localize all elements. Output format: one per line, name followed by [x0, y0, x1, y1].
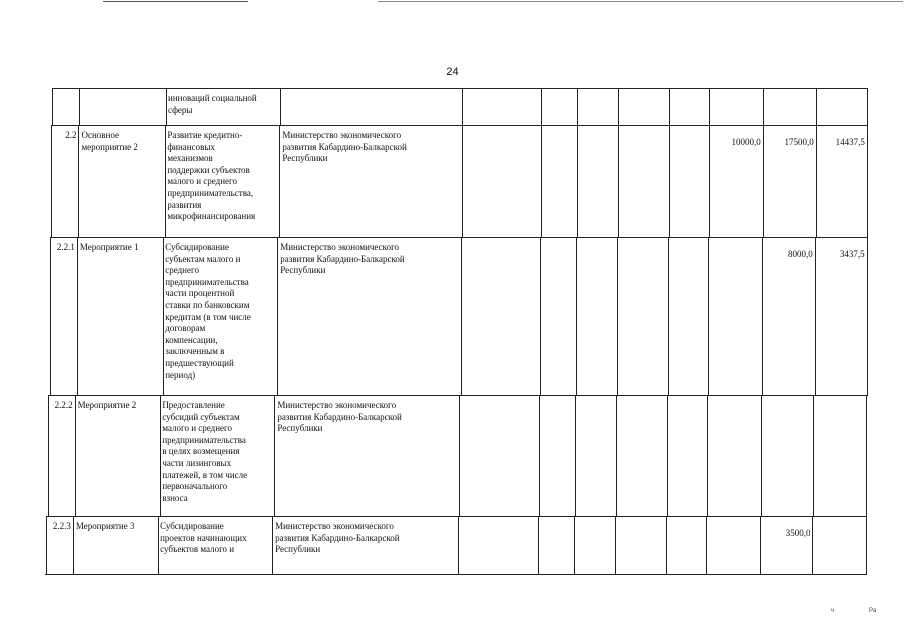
table-grid-line: [708, 237, 709, 396]
table-grid-line: [669, 88, 670, 126]
table-grid-line: [540, 237, 541, 396]
table-grid-line: [459, 395, 460, 517]
table-grid-line: [867, 237, 868, 396]
table-grid-line: [577, 125, 578, 238]
row-description: Развитие кредитно- финансовых механизмов поддержки субъектов малого и среднего предпринимательства, развития микрофинансирования: [167, 130, 256, 222]
table-grid-line: [48, 395, 49, 517]
row-name: Мероприятие 1: [79, 242, 139, 252]
row-description: Предоставление субсидий субъектам малого и среднего предпринимательства в целях возмещения части лизинговых платежей, в том числе первоначального взноса: [162, 400, 248, 503]
row-id: 2.2.2: [54, 400, 73, 410]
table-grid-line: [73, 516, 74, 575]
table-grid-line: [462, 125, 463, 238]
table-grid-line: [50, 237, 51, 396]
row-value: 3500,0: [785, 528, 811, 538]
table-grid-line: [574, 516, 575, 575]
table-grid-line: [46, 516, 47, 575]
row-value: 14437,5: [835, 137, 865, 147]
table-grid-line: [666, 516, 667, 575]
table-grid-line: [616, 395, 617, 517]
row-id: 2.2: [65, 130, 77, 140]
table-grid-line: [538, 516, 539, 575]
table-grid-line: [816, 125, 817, 238]
page-number: 24: [446, 66, 459, 78]
table-grid-line: [709, 88, 710, 126]
row-name: Мероприятие 2: [77, 400, 137, 410]
table-grid-line: [277, 237, 278, 396]
table-grid-line: [669, 125, 670, 238]
table-grid-line: [50, 237, 867, 238]
table-grid-line: [160, 395, 161, 517]
table-grid-line: [79, 88, 80, 126]
table-grid-line: [158, 516, 159, 575]
table-grid-line: [709, 125, 710, 238]
table-grid-line: [667, 395, 668, 517]
row-id: 2.2.3: [52, 521, 71, 531]
table-grid-line: [812, 516, 813, 575]
table-grid-line: [577, 88, 578, 126]
scan-mark: Pa: [869, 608, 877, 614]
table-grid-line: [458, 516, 459, 575]
table-grid-line: [813, 395, 814, 517]
table-grid-line: [617, 237, 618, 396]
row-id: 2.2.1: [56, 242, 75, 252]
row-executor: Министерство экономического развития Кабардино-Балкарской Республики: [277, 400, 402, 434]
table-grid-line: [816, 88, 817, 126]
table-grid-line: [576, 237, 577, 396]
table-grid-line: [668, 237, 669, 396]
table-grid-line: [763, 88, 764, 126]
row-executor: Министерство экономического развития Кабардино-Балкарской Республики: [280, 242, 405, 276]
row-description: Субсидирование субъектам малого и среднего предпринимательства части процентной ставки по банковским кредитам (в том числе договорам компенсации, заключенным в предшествующий период): [165, 242, 251, 380]
table-grid-line: [706, 516, 707, 575]
table-grid-line: [615, 516, 616, 575]
table-grid-line: [274, 395, 275, 517]
row-name: Основное мероприятие 2: [81, 130, 138, 152]
table-grid-line: [48, 395, 867, 396]
table-grid-line: [52, 88, 53, 126]
table-grid-line: [272, 516, 273, 575]
table-grid-line: [166, 88, 167, 126]
row-executor: Министерство экономического развития Кабардино-Балкарской Республики: [282, 130, 407, 164]
row-description: инноваций социальной сферы: [168, 93, 257, 115]
row-value: 10000,0: [731, 137, 761, 147]
table-grid-line: [77, 237, 78, 396]
table-grid-line: [78, 125, 79, 238]
table-grid-line: [867, 88, 868, 126]
row-value: 17500,0: [784, 137, 814, 147]
row-value: 8000,0: [788, 249, 813, 259]
table-grid-line: [762, 237, 763, 396]
table-grid-line: [45, 574, 867, 575]
table-grid-line: [46, 516, 867, 517]
table-grid-line: [165, 125, 166, 238]
table-grid-line: [575, 395, 576, 517]
table-grid-line: [52, 88, 867, 89]
table-grid-line: [280, 88, 281, 126]
scan-mark: ч: [831, 608, 835, 614]
table-grid-line: [541, 125, 542, 238]
table-grid-line: [461, 237, 462, 396]
table-grid-line: [618, 125, 619, 238]
table-grid-line: [539, 395, 540, 517]
row-executor: Министерство экономического развития Кабардино-Балкарской Республики: [275, 521, 400, 555]
row-value: 3437,5: [839, 249, 865, 259]
row-description: Субсидирование проектов начинающих субъектов малого и: [160, 521, 247, 555]
table-grid-line: [866, 516, 867, 575]
table-grid-line: [707, 395, 708, 517]
table-grid-line: [867, 125, 868, 238]
table-grid-line: [763, 125, 764, 238]
table-grid-line: [51, 125, 52, 238]
row-name: Мероприятие 3: [75, 521, 135, 531]
table-grid-line: [541, 88, 542, 126]
table-grid-line: [761, 395, 762, 517]
table-grid-line: [51, 125, 867, 126]
table-grid-line: [866, 395, 867, 517]
table-grid-line: [163, 237, 164, 396]
table-grid-line: [279, 125, 280, 238]
table-grid-line: [75, 395, 76, 517]
table-grid-line: [815, 237, 816, 396]
table-grid-line: [462, 88, 463, 126]
table-grid-line: [618, 88, 619, 126]
table-grid-line: [760, 516, 761, 575]
